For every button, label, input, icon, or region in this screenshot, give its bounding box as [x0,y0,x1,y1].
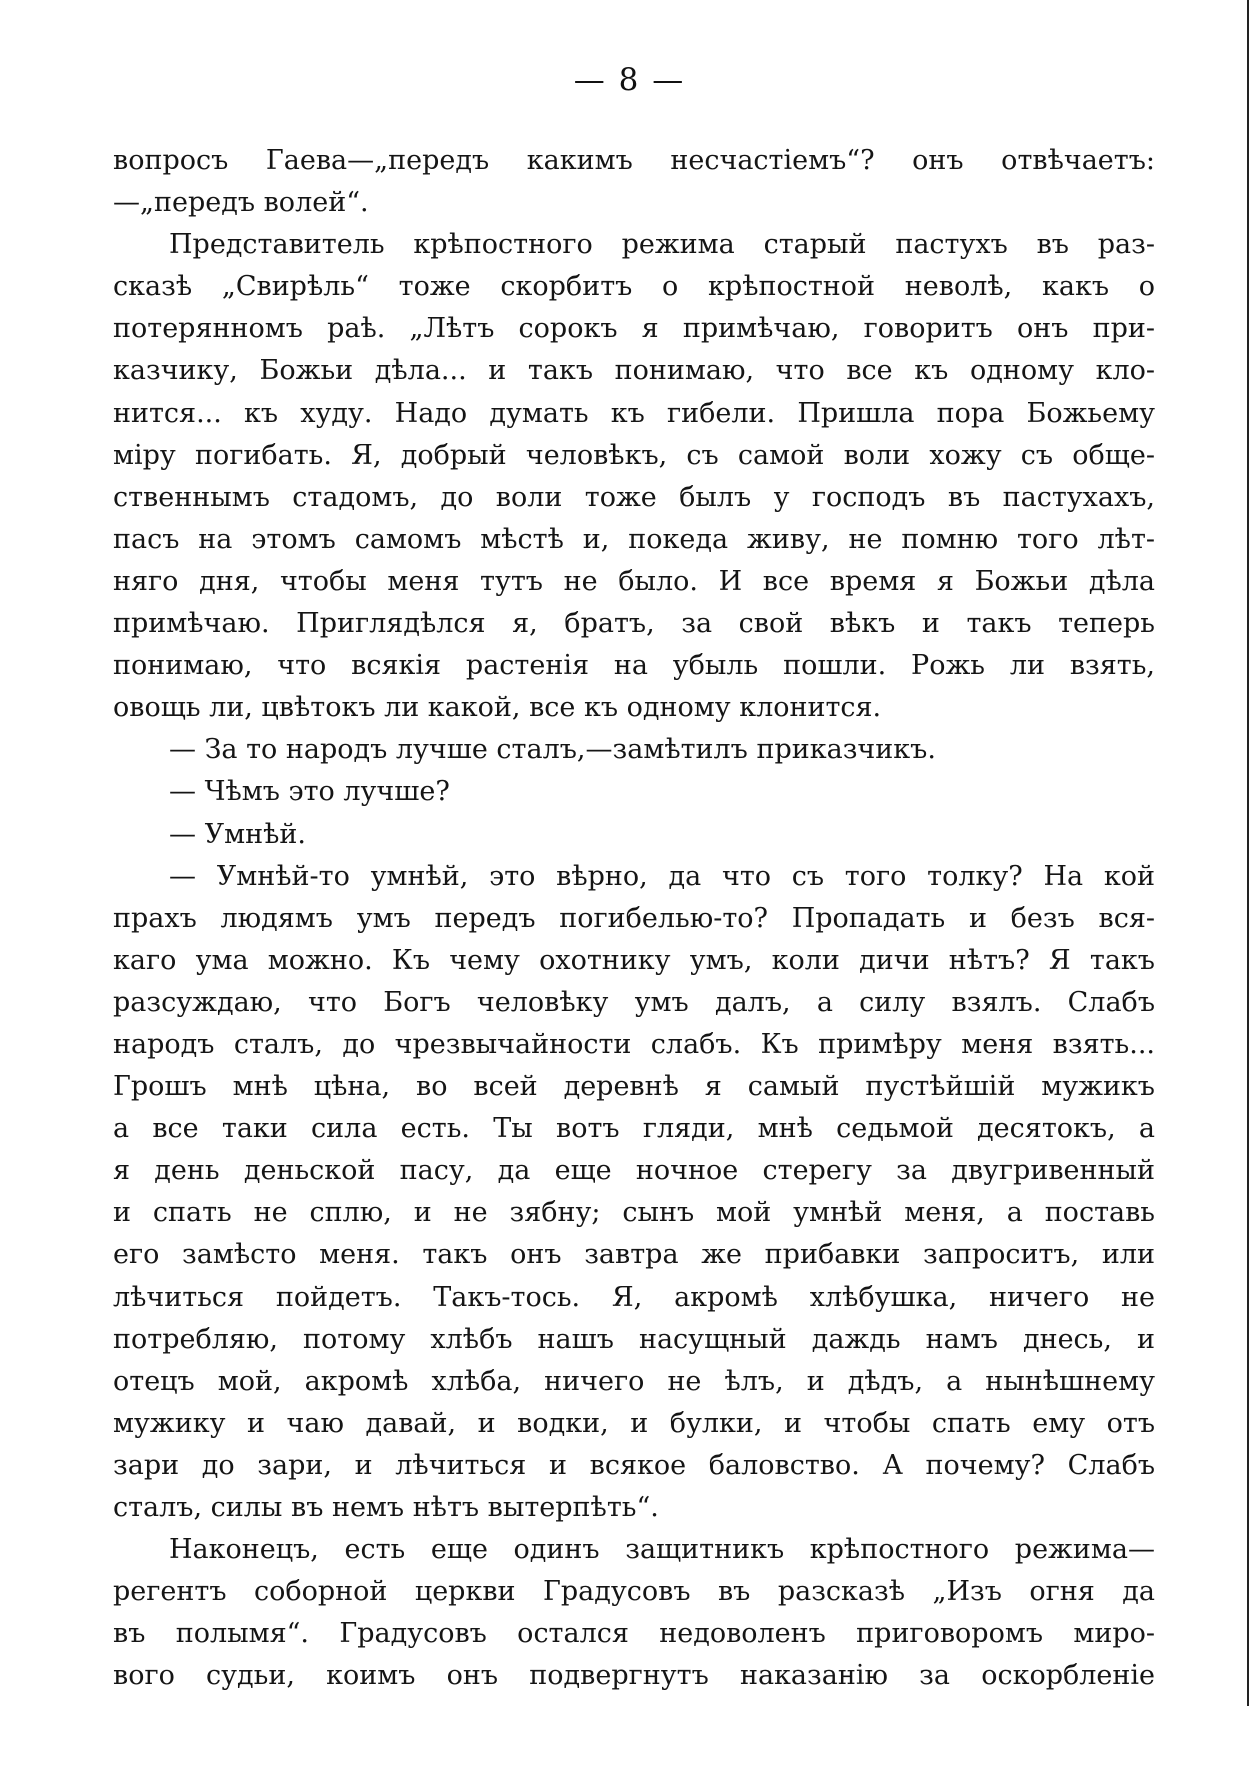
text-line: міру погибать. Я, добрый человѣкъ, съ самой воли хожу съ обще- [113,439,1155,471]
page-number: — 8 — [573,62,686,98]
text-line: разсуждаю, что Богъ человѣку умъ далъ, а силу взялъ. Слабъ [113,986,1155,1018]
text-line: его замѣсто меня. такъ онъ завтра же прибавки запроситъ, или [113,1239,1155,1271]
text-line: — Чѣмъ это лучше? [169,776,450,808]
text-line: ственнымъ стадомъ, до воли тоже былъ у господъ въ пастухахъ, [113,481,1155,513]
text-line: отецъ мой, акромѣ хлѣба, ничего не ѣлъ, и дѣдъ, а нынѣшнему [113,1365,1155,1397]
text-line: пасъ на этомъ самомъ мѣстѣ и, покеда живу, не помню того лѣт- [113,523,1155,555]
page-edge-rule [1247,0,1249,1706]
text-line: лѣчиться пойдетъ. Такъ-тось. Я, акромѣ хлѣбушка, ничего не [113,1281,1155,1313]
text-line: потребляю, потому хлѣбъ нашъ насущный даждь намъ днесь, и [113,1323,1155,1355]
text-line: — За то народъ лучше сталъ,—замѣтилъ приказчикъ. [169,734,936,766]
text-line: —„передъ волей“. [113,187,369,219]
text-line: регентъ соборной церкви Градусовъ въ разсказѣ „Изъ огня да [113,1576,1155,1608]
text-line: примѣчаю. Приглядѣлся я, братъ, за свой вѣкъ и такъ теперь [113,608,1155,640]
text-line: Представитель крѣпостного режима старый пастухъ въ раз- [169,229,1155,261]
text-line: сталъ, силы въ немъ нѣтъ вытерпѣть“. [113,1492,659,1523]
text-line: Наконецъ, есть еще одинъ защитникъ крѣпостного режима— [169,1534,1155,1566]
text-line: вого судьи, коимъ онъ подвергнутъ наказанію за оскорбленіе [113,1660,1155,1692]
body-text [113,140,1155,1697]
text-line: нится... къ худу. Надо думать къ гибели. Пришла пора Божьему [113,397,1155,429]
text-line: каго ума можно. Къ чему охотнику умъ, коли дичи нѣтъ? Я такъ [113,944,1155,976]
text-line: въ полымя“. Градусовъ остался недоволенъ приговоромъ миро- [113,1618,1155,1650]
text-line: и спать не сплю, и не зябну; сынъ мой умнѣй меня, а поставь [113,1197,1155,1229]
text-line: а все таки сила есть. Ты вотъ гляди, мнѣ седьмой десятокъ, а [113,1113,1155,1145]
text-line: мужику и чаю давай, и водки, и булки, и чтобы спать ему отъ [113,1407,1155,1439]
text-line: казчику, Божьи дѣла... и такъ понимаю, что все къ одному кло- [113,355,1155,387]
text-line: Грошъ мнѣ цѣна, во всей деревнѣ я самый пустѣйшій мужикъ [113,1071,1155,1103]
text-line: понимаю, что всякія растенія на убыль пошли. Рожь ли взять, [113,650,1155,682]
text-line: — Умнѣй. [169,818,306,850]
text-line: потерянномъ раѣ. „Лѣтъ сорокъ я примѣчаю, говоритъ онъ при- [113,313,1155,345]
text-line: зари до зари, и лѣчиться и всякое баловство. А почему? Слабъ [113,1449,1155,1481]
text-line: я день деньской пасу, да еще ночное стерегу за двугривенный [113,1155,1155,1187]
text-line: вопросъ Гаева—„передъ какимъ несчастіемъ“? онъ отвѣчаетъ: [113,145,1155,176]
text-line: сказѣ „Свирѣль“ тоже скорбитъ о крѣпостной неволѣ, какъ о [113,271,1155,303]
text-line: няго дня, чтобы меня тутъ не было. И все время я Божьи дѣла [113,565,1155,597]
text-line: прахъ людямъ умъ передъ погибелью-то? Пропадать и безъ вся- [113,902,1155,934]
text-line: народъ сталъ, до чрезвычайности слабъ. Къ примѣру меня взять... [113,1028,1155,1060]
text-line: — Умнѣй-то умнѣй, это вѣрно, да что съ того толку? На кой [169,860,1155,892]
text-line: овощь ли, цвѣтокъ ли какой, все къ одному клонится. [113,692,882,724]
